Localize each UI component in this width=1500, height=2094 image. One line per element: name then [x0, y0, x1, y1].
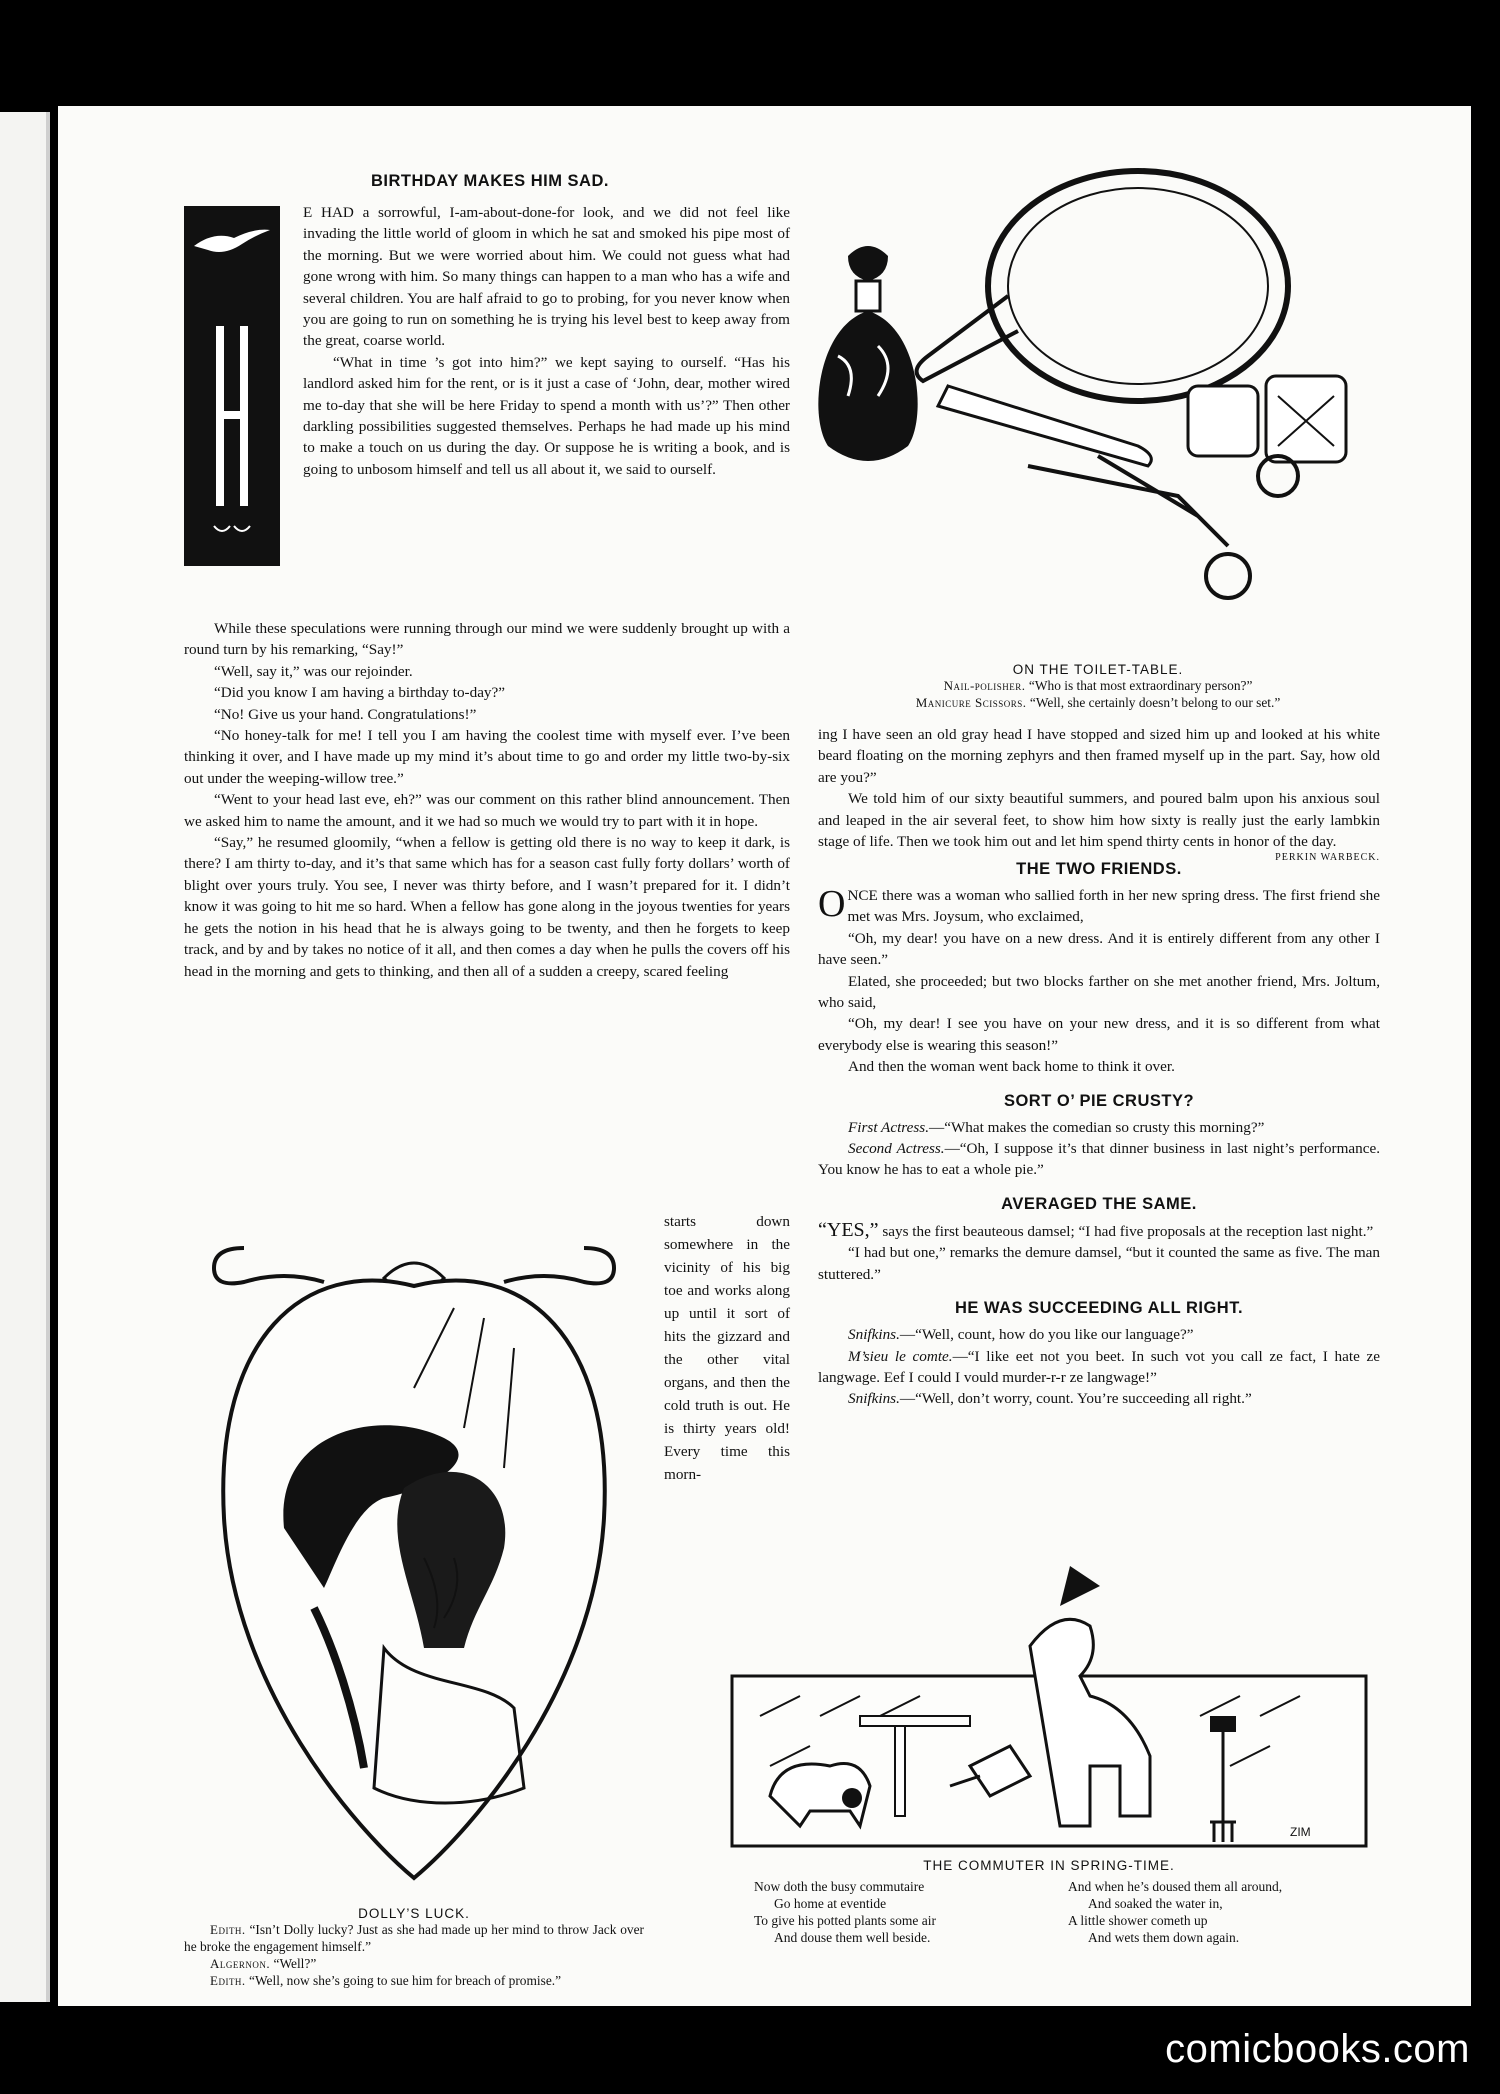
speaker-name: Algernon.: [210, 1956, 271, 1971]
dialogue-line: —“I like eet not you beet. In such vot you call ze fact, I hate ze langwage. Eef I could I vould murder-r-r ze langwage!”: [818, 1347, 1380, 1386]
author-signature: PERKIN WARBECK.: [1275, 852, 1380, 864]
birthday-intro: [303, 202, 790, 480]
paragraph: NCE there was a woman who sallied forth in her new spring dress. The first friend she met was Mrs. Joysum, who exclaimed,: [847, 887, 1380, 926]
speaker-name: Edith.: [210, 1973, 246, 1988]
poem-line: Now doth the busy commutaire: [754, 1879, 925, 1894]
poem-line: And douse them well beside.: [774, 1930, 931, 1945]
poem-line: A little shower cometh up: [1068, 1913, 1208, 1928]
paragraph: E HAD a sorrowful, I-am-about-done-for look, and we did not feel like invading the little world of gloom in which he sat and smoked his pipe most of the morning. But we were worried about him. We could not guess what had gone wrong with him. So many things can happen to a man who has a wife and several children. You are half afraid to go to probing, for you never know when you are going to run on something he is trying his level best to keep away from the great, coarse world.: [303, 204, 790, 350]
paragraph: “Did you know I am having a birthday to-day?”: [214, 684, 506, 702]
paragraph: “Oh, my dear! you have on a new dress. And it is entirely different from any other I have seen.”: [818, 929, 1380, 969]
heart-frame-illustration: [184, 1228, 644, 1898]
dialogue-line: “Well, now she’s going to sue him for breach of promise.”: [249, 1973, 562, 1988]
paragraph: “No! Give us your hand. Congratulations!”: [214, 705, 477, 723]
illustration-caption: ON THE TOILET-TABLE.: [1012, 662, 1184, 677]
toilet-table-illustration: [758, 156, 1378, 646]
drop-initial: O: [818, 883, 846, 925]
paragraph: Elated, she proceeded; but two blocks farther on she met another friend, Mrs. Joltum, who said,: [818, 972, 1380, 1012]
dialogue-line: “Well?”: [273, 1956, 317, 1971]
poem-line: And wets them down again.: [1088, 1930, 1240, 1945]
site-watermark: comicbooks.com: [1165, 2027, 1470, 2071]
previous-page-edge: [0, 112, 50, 2002]
speaker-name: Manicure Scissors.: [915, 695, 1027, 710]
speaker-name: M’sieu le comte.: [848, 1347, 953, 1365]
dialogue-line: —“Well, don’t worry, count. You’re succeeding all right.”: [899, 1390, 1252, 1408]
article-title-birthday: [320, 172, 660, 191]
article-title-text: SORT O’ PIE CRUSTY?: [1003, 1091, 1195, 1110]
artist-signature: ZIM: [1290, 1825, 1311, 1839]
speaker-name: Snifkins.: [848, 1326, 900, 1344]
dialogue-line: “Well, she certainly doesn’t belong to our set.”: [1029, 695, 1281, 710]
speaker-name: Second Actress.: [848, 1140, 945, 1158]
paragraph: We told him of our sixty beautiful summers, and poured balm upon his anxious soul and leaped in the air several feet, to show him how sixty is really just the early lambkin stage of life. Then we took him out and let him spend thirty cents in honor of the day.: [818, 790, 1380, 851]
bird-icon: [184, 206, 280, 566]
article-title-text: AVERAGED THE SAME.: [1001, 1194, 1197, 1213]
commuter-cartoon: [730, 1566, 1368, 1848]
speaker-name: Snifkins.: [848, 1390, 900, 1408]
dialogue-line: —“Well, count, how do you like our language?”: [899, 1326, 1194, 1344]
paragraph: While these speculations were running through our mind we were suddenly brought up with a round turn by his remarking, “Say!”: [184, 620, 790, 659]
paragraph: “What in time ’s got into him?” we kept saying to ourself. “Has his landlord asked him for the rent, or is it just a case of ‘John, dear, mother wired me to-day that she will be here Friday to spend a month with us’?” Then other darkling possibilities suggested themselves. Perhaps he had made up his mind to make a touch on us during the day. Or suppose he is writing a book, and is going to unbosom himself and tell us all about it, we said to ourself.: [303, 353, 790, 478]
article-title-text: HE WAS SUCCEEDING ALL RIGHT.: [954, 1299, 1244, 1318]
toilet-caption-block: [818, 662, 1378, 711]
poem-line: To give his potted plants some air: [754, 1913, 937, 1928]
article-two-friends: [818, 844, 1380, 1410]
magazine-page: [58, 106, 1471, 2006]
article-title-text: THE TWO FRIENDS.: [1016, 860, 1182, 878]
dialogue-line: “Isn’t Dolly lucky? Just as she had made up her mind to throw Jack over he broke the engagement himself.”: [184, 1922, 644, 1954]
commuter-poem-left: [754, 1878, 1044, 1946]
dolly-caption-block: [184, 1906, 644, 1989]
paragraph: “Oh, my dear! I see you have on your new dress, and it is so different from what everybody else is wearing this season!”: [818, 1015, 1380, 1054]
dolly-illustration: [184, 1228, 644, 1898]
paragraph: “Say,” he resumed gloomily, “when a fellow is getting old there is no way to keep it dark, is there? I am thirty to-day, and it’s that same which has for a season cast fully forty dollars’ worth of blight over yours truly. You see, I never was thirty before, and I wasn’t prepared for it. I didn’t know it was going to hit me so hard. When a fellow has gone along in the joyous twenties for years he gets the notion in his head that he is always going to be twenty, and then he forgets to keep track, and by and by takes no notice of it all, and then comes a day when he pulls the covers off his head in the morning and gets to thinking, and then all of a sudden a creepy, scared feeling: [184, 834, 790, 980]
birthday-wrap-column: [664, 1210, 790, 1486]
commuter-poem-right: [1068, 1878, 1358, 1946]
commuter-drawing: [730, 1566, 1368, 1848]
dialogue-line: —“Oh, I suppose it’s that dinner business in last night’s performance. You know he has to eat a whole pie.”: [818, 1140, 1380, 1179]
paragraph: ing I have seen an old gray head I have stopped and sized him up and looked at his white beard floating on the morning zephyrs and then framed myself up in the part. Say, how old are you?”: [818, 726, 1380, 786]
decorative-dropcap: [184, 206, 280, 566]
poem-line: Go home at eventide: [774, 1896, 887, 1911]
commuter-caption-block: [730, 1858, 1368, 1873]
speaker-name: First Actress.: [848, 1118, 930, 1136]
speaker-name: Edith.: [210, 1922, 246, 1937]
paragraph: says the first beauteous damsel; “I had five proposals at the reception last night.”: [882, 1222, 1374, 1240]
birthday-body: [184, 618, 790, 982]
speaker-name: Nail-polisher.: [943, 678, 1026, 693]
paragraph: And then the woman went back home to think it over.: [848, 1058, 1175, 1076]
dialogue-line: “Who is that most extraordinary person?”: [1028, 678, 1253, 693]
paragraph: “Well, say it,” was our rejoinder.: [214, 662, 413, 680]
paragraph: “Went to your head last eve, eh?” was our comment on this rather blind announcement. Then we asked him to name the amount, and it we had so much we would try to part with it in hope.: [184, 791, 790, 830]
paragraph: “I had but one,” remarks the demure damsel, “but it counted the same as five. The man stuttered.”: [818, 1244, 1380, 1283]
poem-line: And when he’s doused them all around,: [1068, 1879, 1283, 1894]
drop-initial: “YES,”: [818, 1218, 879, 1241]
paragraph: starts down somewhere in the vicinity of his big toe and works along up until it sort of hits the gizzard and the other vital organs, and then the cold truth is out. He is thirty years old! Every time this morn-: [664, 1213, 790, 1483]
toilet-table-drawing: [758, 156, 1378, 646]
paragraph: “No honey-talk for me! I tell you I am having the coolest time with myself ever. I’ve been thinking it over, and I have made up my mind it’s about time to go and order my little two-by-six out under the weeping-willow tree.”: [184, 727, 790, 787]
birthday-continued: [818, 724, 1380, 863]
illustration-caption: THE COMMUTER IN SPRING-TIME.: [923, 1858, 1175, 1873]
illustration-caption: DOLLY’S LUCK.: [358, 1906, 470, 1921]
dialogue-line: —“What makes the comedian so crusty this morning?”: [929, 1118, 1265, 1136]
poem-line: And soaked the water in,: [1088, 1896, 1223, 1911]
article-title-text: BIRTHDAY MAKES HIM SAD.: [371, 172, 609, 190]
